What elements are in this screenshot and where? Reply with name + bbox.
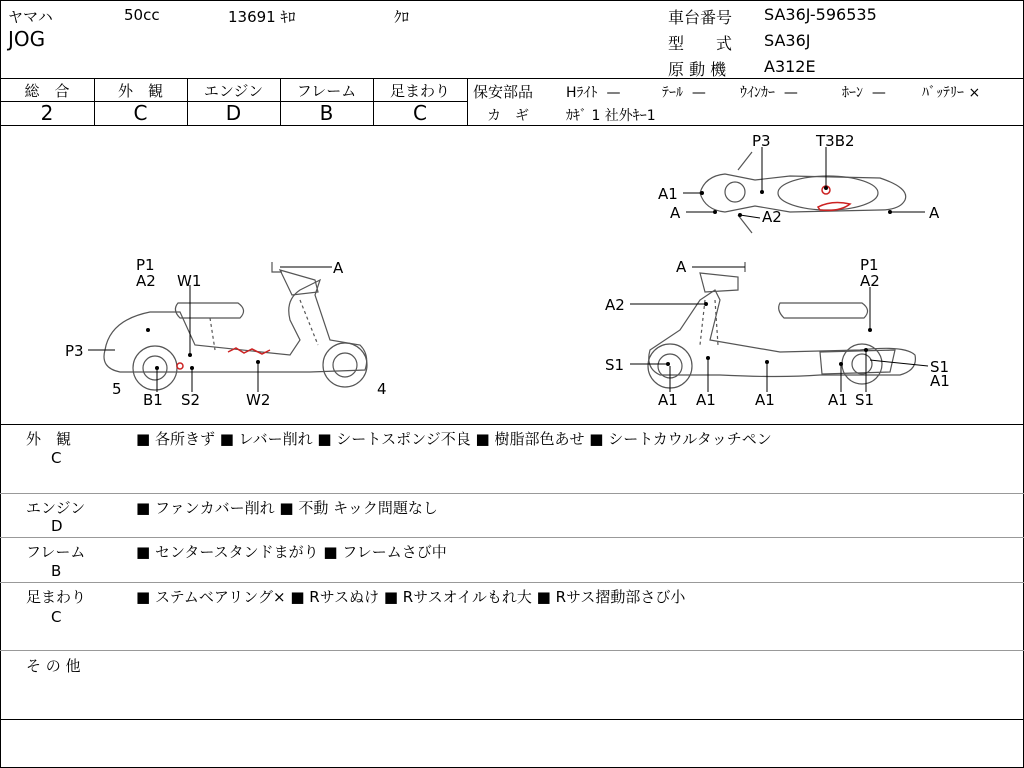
remark-category-frame: フレーム bbox=[26, 543, 86, 561]
safety-item-battery: ﾊﾞｯﾃﾘｰ × bbox=[922, 85, 981, 101]
label-w1: W1 bbox=[177, 272, 202, 290]
safety-label: 保安部品 bbox=[473, 83, 534, 101]
label-top-t3b2: T3B2 bbox=[816, 132, 855, 150]
label-r-s1-left: S1 bbox=[605, 356, 625, 374]
grade-header-exterior: 外 観 bbox=[117, 82, 163, 100]
grade-frame: B bbox=[319, 101, 334, 125]
damage-diagram bbox=[0, 126, 1024, 424]
safety-item-headlight: Hﾗｲﾄ — bbox=[566, 85, 621, 101]
grade-engine: D bbox=[225, 101, 242, 125]
grade-suspension: C bbox=[413, 101, 427, 125]
engine-label: 原 動 機 bbox=[668, 60, 727, 79]
label-4: 4 bbox=[377, 380, 387, 398]
remark-category-exterior: 外 観 bbox=[26, 430, 72, 448]
safety-item-winker: ｳｲﾝｶｰ — bbox=[740, 85, 798, 101]
remark-text-engine: ■ ファンカバー削れ ■ 不動 キック問題なし bbox=[136, 499, 438, 517]
label-top-a2: A2 bbox=[762, 208, 782, 226]
label-b1: B1 bbox=[143, 391, 163, 409]
label-r-p1: P1 bbox=[860, 256, 879, 274]
mileage: 13691 ｷﾛ bbox=[228, 8, 296, 26]
key-value: ｶｷﾞ 1 社外ｷｰ1 bbox=[566, 108, 656, 124]
label-r-s1-bottom: S1 bbox=[855, 391, 875, 409]
label-top-a1: A1 bbox=[658, 185, 678, 203]
label-top-a-left: A bbox=[670, 204, 681, 222]
grade-header-frame: フレーム bbox=[296, 82, 357, 100]
frame-no-label: 車台番号 bbox=[668, 8, 733, 27]
divider bbox=[0, 650, 1024, 651]
divider bbox=[467, 78, 468, 125]
remark-category-suspension: 足まわり bbox=[26, 588, 87, 606]
label-a: A bbox=[333, 259, 344, 277]
remark-category-other: そ の 他 bbox=[26, 657, 81, 675]
color: ｸﾛ bbox=[394, 8, 410, 26]
grade-exterior: C bbox=[133, 101, 148, 125]
safety-item-tail: ﾃｰﾙ — bbox=[662, 85, 706, 101]
type-label: 型 式 bbox=[668, 34, 733, 53]
divider bbox=[0, 493, 1024, 494]
remark-grade-frame: B bbox=[51, 562, 62, 580]
label-a2: A2 bbox=[136, 272, 156, 290]
label-r-s1-right: S1 bbox=[930, 358, 950, 376]
type-value: SA36J bbox=[764, 31, 811, 50]
grade-header-engine: エンジン bbox=[203, 82, 264, 100]
model-name: JOG bbox=[8, 27, 46, 51]
label-top-a-right: A bbox=[929, 204, 940, 222]
remark-category-engine: エンジン bbox=[26, 499, 86, 517]
divider bbox=[0, 78, 1024, 79]
label-p3: P3 bbox=[65, 342, 84, 360]
maker: ヤマハ bbox=[8, 8, 53, 26]
remark-grade-exterior: C bbox=[51, 449, 62, 467]
grade-header-overall: 総 合 bbox=[24, 82, 70, 100]
label-r-a1-4: A1 bbox=[828, 391, 848, 409]
grade-header-suspension: 足まわり bbox=[389, 82, 450, 100]
remark-grade-suspension: C bbox=[51, 608, 62, 626]
label-w2: W2 bbox=[246, 391, 271, 409]
label-r-a2-left: A2 bbox=[605, 296, 625, 314]
label-r-a1-2: A1 bbox=[696, 391, 716, 409]
engine-value: A312E bbox=[764, 57, 816, 76]
divider bbox=[0, 582, 1024, 583]
grade-overall: 2 bbox=[40, 101, 54, 125]
remark-text-suspension: ■ ステムベアリング× ■ Rサスぬけ ■ Rサスオイルもれ大 ■ Rサス摺動部さび小 bbox=[136, 588, 686, 606]
remark-text-frame: ■ センタースタンドまがり ■ フレームさび中 bbox=[136, 543, 447, 561]
label-p1: P1 bbox=[136, 256, 155, 274]
frame-no: SA36J-596535 bbox=[764, 5, 877, 24]
label-r-a1-1: A1 bbox=[658, 391, 678, 409]
divider bbox=[0, 424, 1024, 425]
label-r-a1-3: A1 bbox=[755, 391, 775, 409]
label-top-p3: P3 bbox=[752, 132, 771, 150]
label-r-a1-right: A1 bbox=[930, 372, 950, 390]
label-r-a: A bbox=[676, 258, 687, 276]
label-r-a2-top: A2 bbox=[860, 272, 880, 290]
divider bbox=[0, 537, 1024, 538]
remark-grade-engine: D bbox=[51, 517, 63, 535]
remark-text-exterior: ■ 各所きず ■ レバー削れ ■ シートスポンジ不良 ■ 樹脂部色あせ ■ シートカウルタッチペン bbox=[136, 430, 772, 448]
label-s2: S2 bbox=[181, 391, 201, 409]
divider bbox=[0, 719, 1024, 720]
safety-item-horn: ﾎｰﾝ — bbox=[842, 85, 886, 101]
displacement: 50cc bbox=[124, 6, 160, 24]
label-5: 5 bbox=[112, 380, 122, 398]
key-label: カ ギ bbox=[487, 108, 529, 124]
